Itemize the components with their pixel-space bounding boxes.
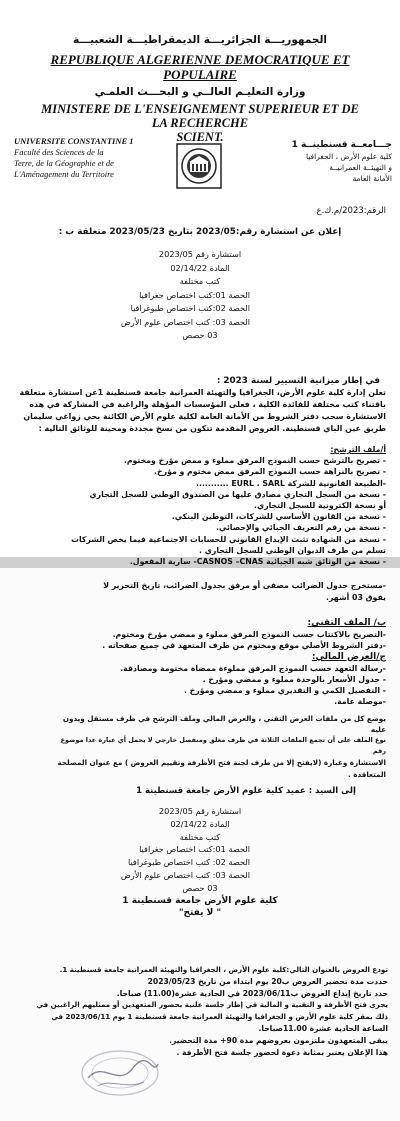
closing-line: تودع العروض بالعنوان التالي:كلية علوم الأرض ، الجغرافيا والتهيئة العمرانية جامعة قسنطينة 1. (59, 965, 388, 974)
requirement-item: - نسخة من الشهادة تثبت الإيداع القانوني للحسابات الاجتماعية فيما يخص الشركات (71, 534, 386, 544)
envelope-line: يوضع كل من ملفات العرض التقني ، والعرض المالي وملف الترشح في ظرف مستقل ويدون عليه (62, 713, 386, 734)
lots-count: 03 حصص (182, 330, 218, 340)
intro-paragraph (14, 375, 386, 435)
requirement-item: - نسخة من رقم التعريف الجبائي والإحصائي. (215, 523, 386, 533)
envelope-line: نوع الملف على أن تجمع الملفات الثلاثة في ظرف مغلق ومنفصل خارجي لا يحمل أي عبارة عدا موضوع رقم (60, 736, 386, 756)
intro-line: باقتناء كتب مختلفة للفائدة الكلية ، فعلى المؤسسات المؤهلة والراغبة في المشاركة في هذه (29, 400, 386, 409)
lot-item: الحصة 02:كتب اختصاص طبوغرافيا (130, 303, 250, 313)
univ-ar-line: الأمانة العامة (352, 174, 392, 183)
financial-label: ج/العرض المالي: (311, 651, 386, 662)
not-open-label: " لا يفتح" (178, 908, 222, 919)
ministry-arabic: وزارة التعليـم العالــي و البحـــث العلمـي (94, 86, 306, 98)
univ-ar-line: و التهيئــة العمرانيــة (329, 163, 392, 172)
envelope-line: المتعاقدة . (347, 769, 386, 779)
lot-item: الحصة 02: كتب اختصاص طبوغرافيا (127, 857, 250, 868)
ministry-fr-line: MINISTERE DE L'ENSEIGNEMENT SUPERIEUR ET DE (41, 102, 359, 116)
univ-fr-line: UNIVERSITE CONSTANTINE 1 (14, 136, 134, 146)
financial-item: - جدول الأسعار بالوحدة مملوء و ممضي ومؤرخ . (202, 675, 386, 685)
intro-line: تعلن إدارة كلية علوم الأرض، الجغرافيا والتهيئة العمرانية جامعة قسنطينة 1عن استشارة متعلقة (19, 388, 386, 397)
closing-line: حدد تاريخ إيداع العروض ب2023/06/11 في الحادية عشرة(11.00) صباحا. (116, 988, 388, 998)
lots-list (0, 289, 400, 330)
lot-item: الحصة 03: كتب اختصاص علوم الأرض (120, 316, 250, 327)
consultation-number: استشارة رقم 2023/05 (158, 806, 242, 816)
closing-line: الساعة الحادية عشرة 11.00صباحا. (258, 1023, 388, 1033)
ministry-fr-line: SCIENT. (176, 130, 224, 144)
technical-financial-section (46, 618, 386, 797)
requirement-item: -الطبيعة القانونية للشركة EURL . SARL ........... (196, 478, 386, 488)
text-line: -مستخرج جدول الضرائب مصفى أو مرفق بجدول الضرائب، تاريخ التحرير لا (103, 581, 386, 590)
official-stamp-signature-icon (78, 1048, 163, 1098)
university-logo-icon (175, 142, 223, 190)
republic-fr-line: REPUBLIQUE ALGERIENNE DEMOCRATIQUE ET (50, 52, 350, 67)
candidature-label: أ/ملف الترشح: (330, 445, 386, 454)
intro-line: الاستشارة سحب دفتر الشروط من الأمانة العامة لكلية علوم الأرض الكائنة بحي زواغي سليمان (23, 412, 386, 421)
requirement-item: - نسخة من الوثائق شبه الجبائية CASNOS –CNAS- سارية المفعول. (129, 557, 386, 567)
closing-line: حددت مدة تحضير العروض ب20 يوم ابتداء من تاريخ 2023/05/23 (147, 976, 388, 986)
item-code: المادة 02/14/22 (170, 818, 230, 829)
requirement-item: - تصريح بالترشح حسب النموذج المرفق مملوء و ممض مؤرخ ومختوم. (123, 456, 386, 466)
requirement-item: أو نسخة الكترونية للسجل التجاري. (254, 501, 386, 511)
faculty-line: كلية علوم الأرض جامعة قسنطينة 1 (122, 895, 278, 906)
intro-line: طريق عين الباي قسنطينة. العروض المقدمة تتكون من نسخ مجددة ومحينة للوثائق التالية : (38, 424, 386, 433)
addressee: إلى السيد : عميد كلية علوم الأرض جامعة قسنطينة 1 (136, 785, 356, 796)
consultation-number: استشارة رقم 2023/05 (158, 249, 242, 259)
envelope-line: الاستشارة وعبارة (لايفتح إلا من طرف لجنة فتح الأظرفة وتقييم العروض ) مع عنوان المصلحة (57, 758, 386, 768)
requirement-item: - تصريح بالنزاهة حسب النموذج المرفق ممض مختوم و مؤرخ. (154, 467, 386, 477)
lot-item: الحصة 01:كتب اختصاص جغرافيا (139, 289, 250, 300)
lots-list (0, 843, 400, 881)
closing-line: يبقى المتعهدون ملتزمون بعروضهم مدة 90+ مدة التحضير. (169, 1035, 388, 1045)
subject: كتب مختلفة (179, 831, 221, 842)
requirement-item: تسلم من طرف الديوان الوطني للسجل التجاري . (199, 545, 386, 555)
document-page-2 (0, 568, 400, 1121)
item-code: المادة 02/14/22 (170, 262, 230, 273)
lots-count: 03 حصص (182, 882, 218, 893)
republic-french (20, 52, 380, 82)
ministry-fr-line: LA RECHERCHE (151, 116, 249, 130)
univ-fr-line: Terre, de la Géographie et de (14, 158, 114, 168)
university-french (14, 136, 184, 180)
closing-paragraph (12, 964, 388, 1058)
univ-ar-line: كلية علوم الأرض ، الجغرافيا (305, 152, 392, 161)
intro-line: في إطار ميزانية التسيير لسنة 2023 : (216, 376, 380, 386)
financial-item: -موصلة عامة. (334, 697, 386, 707)
tax-extract-line (26, 580, 386, 604)
lot-item: الحصة 01:كتب اختصاص جغرافيا (139, 844, 250, 855)
text-line: يفوق 03 أشهر. (326, 593, 386, 602)
technical-item: -التصريح بالاكتتاب حسب النموذج المرفق مملوء و ممضي مؤرخ ومختوم. (112, 630, 386, 640)
consultation-block-2 (0, 805, 400, 920)
univ-ar-line: جـــامعــة قسنطينــة 1 (291, 140, 392, 150)
republic-fr-line: POPULAIRE (163, 67, 237, 82)
univ-fr-line: Faculté des Sciences de la (14, 147, 104, 157)
technical-item: -دفتر الشروط الأصلي موقع ومختوم من طرف المتعهد في جميع صفحاته . (102, 641, 386, 651)
technical-label: ب/ الملف التقني: (307, 618, 386, 628)
reference-number: الرقم:2023/م.ك.ع (316, 206, 386, 216)
closing-line: ذلك بمقر كلية علوم الأرض و الجغرافيا والتهيئة العمرانية جامعة قسنطينة 1 يوم 2023/06/11 في (51, 1012, 388, 1022)
closing-line: هذا الإعلان يعتبر بمثابة دعوة لحضور جلسة فتح الأظرفة . (176, 1047, 388, 1057)
requirements-list (26, 444, 386, 567)
requirement-item: - نسخة من السجل التجاري مصادق عليها من الصندوق الوطني للسجل التجاري (89, 489, 386, 499)
republic-arabic: الجمهوريـــة الجزائريـــة الديمقراطيـــة الشعبيـــة (73, 34, 327, 46)
financial-item: - التفصيل الكمي و التقديري مملوء و ممضي ومؤرخ . (183, 686, 386, 696)
closing-line: يجرى فتح الأظرفة و التقنية و المالية في إطار جلسة علنية بحضور المتعهدين أو ممثليهم الراغبين في (36, 1000, 388, 1010)
announcement-title: إعلان عن استشارة رقم:2023/05 بتاريخ 2023/05/23 متعلقة ب : (58, 227, 342, 237)
requirement-item: - نسخة من القانون الأساسي للشركات، التوطين البنكي. (171, 512, 386, 522)
univ-fr-line: L'Aménagement du Territoire (14, 169, 114, 179)
lot-item: الحصة 03: كتب اختصاص علوم الأرض (120, 869, 250, 880)
subject: كتب مختلفة (179, 276, 221, 286)
university-arabic (257, 140, 392, 184)
financial-item: -رسالة التعهد حسب النموذج المرفق مملوءة ممضاة مختومة ومصادقة. (120, 663, 386, 673)
consultation-block (0, 248, 400, 343)
